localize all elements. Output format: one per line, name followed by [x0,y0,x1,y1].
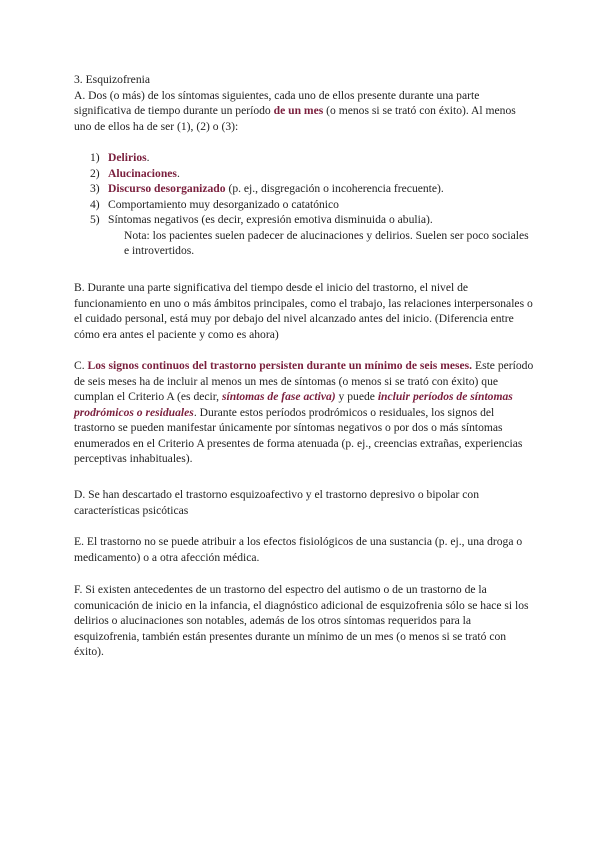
item-number: 1) [90,151,100,164]
criterion-f-text: F. Si existen antecedentes de un trastorno del espectro del autismo o de un trastorno de la comunicación de inicio en la infancia, el diagnóstico adicional de esquizofrenia sólo se hace si los delirios o alucinaciones son notables, además de los otros síntomas requeridos para la esquizofrenia, también están presentes durante un mínimo de un mes (o menos si se trató con éxito). [74,583,529,658]
criterion-c-part: y puede [335,390,378,403]
criterion-c-emphasis: incluir períodos de síntomas prodrómicos o residuales [74,390,513,419]
section-heading: 3. Esquizofrenia [74,73,150,86]
criterion-b-text: B. Durante una parte significativa del tiempo desde el inicio del trastorno, el nivel de funcionamiento en uno o más ámbitos principales, como el trabajo, las relaciones interpersonales o el cuidado personal, está muy por debajo del nivel alcanzado antes del inicio. (Diferencia entre cómo era antes el paciente y como es ahora) [74,281,533,341]
criterion-a-post: (o menos si se trató con éxito). Al menos uno de ellos ha de ser (1), (2) o (3): [74,104,516,133]
symptom-list [74,150,536,259]
item-text: Comportamiento muy desorganizado o catatónico [108,197,339,211]
item-emphasis: Delirios [108,151,147,164]
criterion-e-text: E. El trastorno no se puede atribuir a los efectos fisiológicos de una sustancia (p. ej., una droga o medicamento) o a otra afección médica. [74,535,523,564]
criterion-c-part: . Durante estos períodos prodrómicos o residuales, los signos del trastorno se pueden manifestar únicamente por síntomas negativos o por dos o más síntomas enumerados en el Criterio A presentes de forma atenuada (p. ej., creencias extrañas, experiencias perceptivas inhabituales). [74,405,523,465]
symptom-item [74,197,536,213]
item-text: Síntomas negativos (es decir, expresión emotiva disminuida o abulia). [108,213,433,226]
criterion-d-text: D. Se han descartado el trastorno esquizoafectivo y el trastorno depresivo o bipolar con características psicóticas [74,488,480,517]
symptom-item [74,166,536,182]
criterion-a-emphasis: de un mes [273,104,324,117]
item-text: . [176,166,180,180]
item-number: 2) [90,166,100,180]
criterion-a-section [74,72,536,134]
item-emphasis: Discurso desorganizado [108,182,226,195]
criterion-c-part: C. [74,359,88,372]
criterion-c-part: Este período de seis meses ha de incluir al menos un mes de síntomas (o menos si se trató con éxito) que cumplan el Criterio A (es decir, [74,359,534,403]
symptom-item [74,181,536,197]
item-text: . [146,151,150,164]
item-text: (p. ej., disgregación o incoherencia frecuente). [225,182,444,195]
item-number: 5) [90,213,100,226]
criterion-a-pre: A. Dos (o más) de los síntomas siguientes, cada uno de ellos presente durante una parte significativa de tiempo durante un período [74,88,480,117]
item-emphasis: Alucinaciones [108,166,177,180]
criterion-a-text [74,88,536,135]
symptom-item [74,212,536,228]
item-number: 3) [90,182,100,195]
item-number: 4) [90,197,100,211]
symptom-note: Nota: los pacientes suelen padecer de alucinaciones y delirios. Suelen ser poco sociales e introvertidos. [124,228,529,257]
criterion-c-emphasis: Los signos continuos del trastorno persisten durante un mínimo de seis meses. [87,359,473,372]
symptom-item [74,150,536,166]
criterion-c-emphasis: síntomas de fase activa) [221,390,336,403]
criterion-c-text [74,358,536,467]
